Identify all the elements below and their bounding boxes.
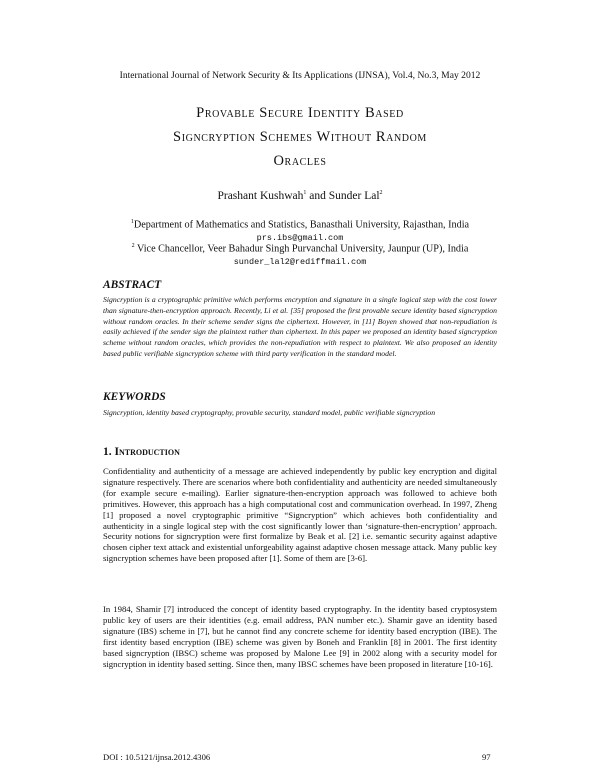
abstract-text: Signcryption is a cryptographic primitive which performs encryption and signature in a single logical step with the cost lower than signature-then-encryption approach. Recently, Li et al. [35] proposed the first provable secure identity based signcryption without random oracles. In their scheme sender signs the ciphertext. However, in [11] Boyen showed that non-repudiation is easily achieved if the sender sign the plaintext rather than ciphertext. In this paper we proposed an identity based signcryption scheme without random oracles, which provides the non-repudiation with respect to plaintext. We also proposed an identity based public verifiable signcryption scheme with third party verification in the standard model. (103, 295, 497, 358)
author-separator: and (306, 190, 329, 202)
author-2-affiliation-mark: 2 (379, 190, 383, 197)
affiliation-2-text: Vice Chancellor, Veer Bahadur Singh Purvanchal University, Jaunpur (UP), India (134, 243, 469, 255)
title-line-2: Signcryption Schemes Without Random (173, 129, 427, 145)
journal-header: International Journal of Network Security & Its Applications (IJNSA), Vol.4, No.3, May 2012 (119, 70, 481, 81)
footer-page-number: 97 (482, 752, 491, 762)
section-1-title: Introduction (114, 446, 180, 458)
affiliation-1 (0, 219, 600, 230)
title-line-3: Oracles (273, 153, 327, 169)
paper-title (60, 101, 540, 173)
author-2: Sunder Lal (328, 190, 380, 202)
affiliation-1-mark: 1 (130, 219, 134, 225)
footer-doi: DOI : 10.5121/ijnsa.2012.4306 (103, 752, 211, 762)
affiliation-2 (0, 243, 600, 254)
author-1-affiliation-mark: 1 (303, 190, 307, 197)
keywords-heading: KEYWORDS (103, 391, 166, 403)
section-1-number: 1. (103, 446, 112, 458)
affiliation-2-email: sunder_lal2@rediffmail.com (233, 257, 367, 267)
affiliation-2-mark: 2 (131, 243, 135, 249)
section-1-paragraph-1: Confidentiality and authenticity of a message are achieved independently by public key encryption and digital signature respectively. There are scenarios where both confidentiality and authenticity are needed simultaneously (for example secure e-mailing). Earlier signature-then-encryption approach was followed to achieve both primitives. However, this approach has a high computational cost and communication overhead. In 1997, Zheng [1] proposed a novel cryptographic primitive “Signcryption” which achieves both confidentiality and authenticity in a single logical step with the cost significantly lower than ‘signature-then-encryption’ approach. Security notions for signcryption were first formalize by Beak et al. [2] i.e. semantic security against adaptive chosen cipher text attack and existential unforgeability against adaptive chosen message attack. Many public key signcryption schemes have been proposed after [1]. Some of them are [3-6]. (103, 466, 497, 564)
affiliation-1-text: Department of Mathematics and Statistics, Banasthali University, Rajasthan, India (133, 219, 470, 231)
abstract-heading: ABSTRACT (103, 279, 162, 291)
section-1-heading (103, 446, 180, 458)
section-1-paragraph-2: In 1984, Shamir [7] introduced the concept of identity based cryptography. In the identity based cryptosystem public key of users are their identities (e.g. email address, PAN number etc.). Shamir gave an identity based signature (IBS) scheme in [7], but he cannot find any concrete scheme for identity based encryption (IBE). The first identity based encryption (IBE) scheme was given by Boneh and Franklin [8] in 2001. The first identity based signcryption (IBSC) scheme was proposed by Malone Lee [9] in 2002 along with a security model for signcryption in identity based setting. Since then, many IBSC schemes have been proposed in literature [10-16]. (103, 604, 497, 669)
keywords-text: Signcryption, identity based cryptography, provable security, standard model, public verifiable signcryption (103, 408, 436, 417)
title-line-1: Provable Secure Identity Based (196, 105, 404, 121)
author-list (0, 190, 600, 202)
author-1: Prashant Kushwah (217, 190, 304, 202)
affiliation-1-email: prs.ibs@gmail.com (256, 233, 344, 243)
